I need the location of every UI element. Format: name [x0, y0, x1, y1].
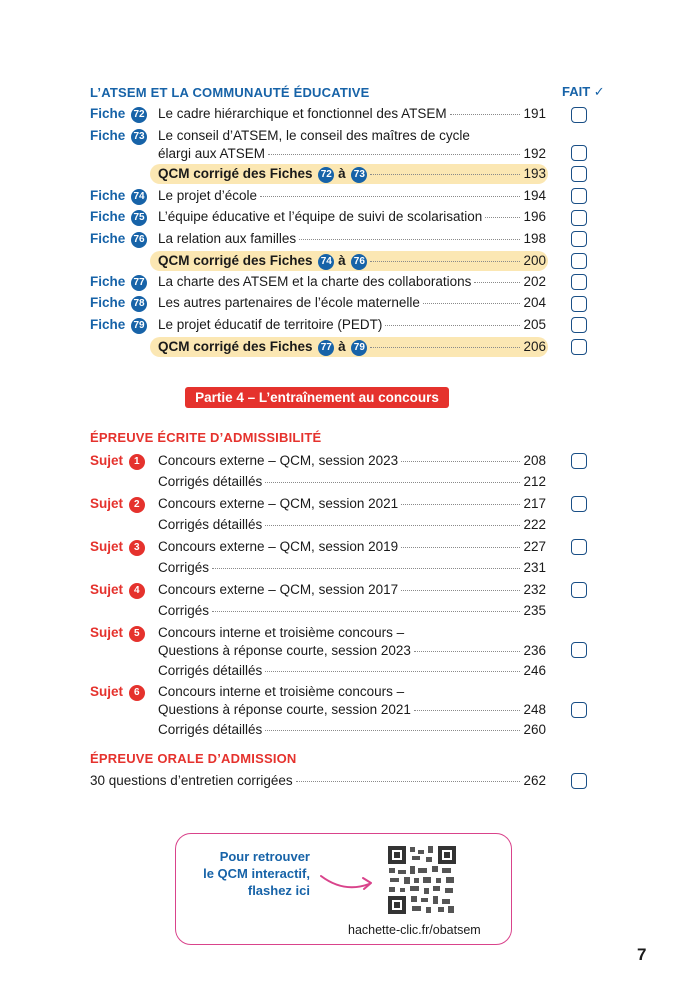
toc-entry-title: Questions à réponse courte, session 2023 — [158, 643, 411, 658]
fiche-label: Fiche — [90, 231, 126, 246]
fiche-number-badge: 77 — [131, 275, 147, 291]
sujet-number-badge: 1 — [129, 454, 145, 470]
done-checkbox[interactable] — [571, 188, 587, 204]
toc-entry-title: Questions à réponse courte, session 2021 — [158, 702, 411, 717]
done-checkbox[interactable] — [571, 339, 587, 355]
fiche-number-badge: 76 — [351, 254, 367, 270]
fiche-label: Fiche — [90, 317, 126, 332]
toc-entry-title: Les autres partenaires de l’école maternelle — [158, 295, 420, 310]
toc-entry-title: Corrigés détaillés — [158, 722, 263, 737]
toc-entry-title: Le cadre hiérarchique et fonctionnel des ATSEM — [158, 106, 447, 121]
toc-entry-title: Concours externe – QCM, session 2019 — [158, 539, 399, 554]
dot-leader — [450, 114, 521, 115]
page-number: 222 — [523, 517, 546, 532]
dot-leader — [401, 461, 520, 462]
fiche-number-badge: 74 — [131, 189, 147, 205]
page-number: 231 — [523, 560, 546, 575]
toc-entry-title: élargi aux ATSEM — [158, 146, 266, 161]
dot-leader — [212, 611, 520, 612]
qcm-label: QCM corrigé des Fiches — [158, 253, 313, 268]
curved-arrow-icon — [319, 868, 377, 894]
done-checkbox[interactable] — [571, 773, 587, 789]
page-number: 191 — [523, 106, 546, 121]
part-banner: Partie 4 – L’entraînement au concours — [185, 387, 449, 408]
qr-instruction: Pour retrouver le QCM interactif, flashez ici — [203, 849, 310, 898]
page-number: 232 — [523, 582, 546, 597]
qr-url[interactable]: hachette-clic.fr/obatsem — [348, 923, 481, 937]
done-checkbox[interactable] — [571, 166, 587, 182]
fiche-number-badge: 73 — [131, 129, 147, 145]
done-checkbox[interactable] — [571, 253, 587, 269]
dot-leader — [299, 239, 520, 240]
done-column-label: FAIT ✓ — [562, 84, 605, 99]
toc-entry-title: Corrigés — [158, 603, 210, 618]
dot-leader — [265, 730, 520, 731]
dot-leader — [414, 710, 521, 711]
dot-leader — [260, 196, 520, 197]
dot-leader — [268, 154, 520, 155]
page-number: 194 — [523, 188, 546, 203]
dot-leader — [370, 347, 520, 348]
dot-leader — [265, 671, 520, 672]
done-checkbox[interactable] — [571, 145, 587, 161]
page-number: 260 — [523, 722, 546, 737]
dot-leader — [401, 504, 520, 505]
fiche-label: Fiche — [90, 106, 126, 121]
dot-leader — [370, 261, 520, 262]
sujet-number-badge: 5 — [129, 626, 145, 642]
dot-leader — [265, 482, 520, 483]
page-number: 217 — [523, 496, 546, 511]
dot-leader — [414, 651, 521, 652]
toc-entry-title-line1: Le conseil d’ATSEM, le conseil des maîtres de cycle — [158, 128, 470, 143]
toc-entry-title: Concours externe – QCM, session 2017 — [158, 582, 399, 597]
toc-entry-title: Corrigés détaillés — [158, 663, 263, 678]
sujet-label: Sujet — [90, 496, 124, 511]
fiche-number-badge: 73 — [351, 167, 367, 183]
done-checkbox[interactable] — [571, 231, 587, 247]
done-checkbox[interactable] — [571, 210, 587, 226]
toc-entry-title: Corrigés détaillés — [158, 474, 263, 489]
qcm-label: QCM corrigé des Fiches — [158, 166, 313, 181]
page-number: 193 — [523, 166, 546, 181]
toc-entry-title-line1: Concours interne et troisième concours – — [158, 684, 405, 699]
qcm-label: QCM corrigé des Fiches — [158, 339, 313, 354]
sujet-number-badge: 2 — [129, 497, 145, 513]
page-number: 206 — [523, 339, 546, 354]
page-number: 262 — [523, 773, 546, 788]
sujet-label: Sujet — [90, 453, 124, 468]
toc-entry-title-line1: Concours interne et troisième concours – — [158, 625, 405, 640]
done-checkbox[interactable] — [571, 317, 587, 333]
sujet-label: Sujet — [90, 625, 124, 640]
toc-entry-title: Corrigés détaillés — [158, 517, 263, 532]
done-checkbox[interactable] — [571, 642, 587, 658]
toc-entry-title: Corrigés — [158, 560, 210, 575]
fiche-number-badge: 77 — [318, 340, 334, 356]
fiche-number-badge: 74 — [318, 254, 334, 270]
dot-leader — [423, 303, 521, 304]
sujet-label: Sujet — [90, 684, 124, 699]
fiche-label: Fiche — [90, 188, 126, 203]
toc-entry-title: L’équipe éducative et l’équipe de suivi de scolarisation — [158, 209, 483, 224]
toc-entry-title: Le projet éducatif de territoire (PEDT) — [158, 317, 383, 332]
qcm-joiner: à — [338, 253, 346, 268]
sujet-label: Sujet — [90, 582, 124, 597]
page-number: 246 — [523, 663, 546, 678]
page-number: 248 — [523, 702, 546, 717]
dot-leader — [401, 590, 520, 591]
fiche-number-badge: 72 — [318, 167, 334, 183]
done-checkbox[interactable] — [571, 107, 587, 123]
done-checkbox[interactable] — [571, 274, 587, 290]
page-number-footer: 7 — [637, 945, 647, 964]
page-number: 236 — [523, 643, 546, 658]
qcm-joiner: à — [338, 339, 346, 354]
done-checkbox[interactable] — [571, 582, 587, 598]
dot-leader — [296, 781, 521, 782]
done-checkbox[interactable] — [571, 453, 587, 469]
page-number: 202 — [523, 274, 546, 289]
fiche-number-badge: 79 — [131, 318, 147, 334]
fiche-label: Fiche — [90, 128, 126, 143]
toc-entry-title: La relation aux familles — [158, 231, 297, 246]
sujet-number-badge: 4 — [129, 583, 145, 599]
sujet-label: Sujet — [90, 539, 124, 554]
done-checkbox[interactable] — [571, 296, 587, 312]
toc-entry-title: Concours externe – QCM, session 2021 — [158, 496, 399, 511]
fiche-number-badge: 72 — [131, 107, 147, 123]
dot-leader — [485, 217, 520, 218]
fiche-label: Fiche — [90, 209, 126, 224]
page-number: 200 — [523, 253, 546, 268]
page-number: 205 — [523, 317, 546, 332]
dot-leader — [385, 325, 520, 326]
qcm-joiner: à — [338, 166, 346, 181]
toc-entry-title: La charte des ATSEM et la charte des collaborations — [158, 274, 472, 289]
qr-code-icon[interactable] — [386, 844, 458, 916]
toc-row-fiche-73[interactable] — [90, 127, 546, 165]
dot-leader — [212, 568, 520, 569]
fiche-number-badge: 76 — [131, 232, 147, 248]
fiche-label: Fiche — [90, 274, 126, 289]
section-title-communaute: L’ATSEM ET LA COMMUNAUTÉ ÉDUCATIVE — [90, 85, 370, 100]
done-checkbox[interactable] — [571, 702, 587, 718]
sujet-number-badge: 3 — [129, 540, 145, 556]
section-title-orale: ÉPREUVE ORALE D’ADMISSION — [90, 751, 297, 766]
page-number: 198 — [523, 231, 546, 246]
toc-row-sujet-5[interactable] — [90, 624, 546, 662]
fiche-number-badge: 78 — [131, 296, 147, 312]
page-number: 204 — [523, 295, 546, 310]
page-number: 196 — [523, 209, 546, 224]
sujet-number-badge: 6 — [129, 685, 145, 701]
section-title-ecrite: ÉPREUVE ÉCRITE D’ADMISSIBILITÉ — [90, 430, 322, 445]
fiche-number-badge: 79 — [351, 340, 367, 356]
fiche-label: Fiche — [90, 295, 126, 310]
dot-leader — [401, 547, 520, 548]
toc-entry-title: 30 questions d’entretien corrigées — [90, 773, 293, 788]
qr-callout — [175, 833, 512, 945]
page-number: 235 — [523, 603, 546, 618]
dot-leader — [265, 525, 520, 526]
page-number: 208 — [523, 453, 546, 468]
dot-leader — [474, 282, 520, 283]
fiche-number-badge: 75 — [131, 210, 147, 226]
toc-entry-title: Concours externe – QCM, session 2023 — [158, 453, 399, 468]
done-checkbox[interactable] — [571, 496, 587, 512]
toc-entry-title: Le projet d’école — [158, 188, 258, 203]
page-number: 212 — [523, 474, 546, 489]
done-checkbox[interactable] — [571, 539, 587, 555]
dot-leader — [370, 174, 520, 175]
toc-row-sujet-6[interactable] — [90, 683, 546, 721]
page-number: 192 — [523, 146, 546, 161]
page-number: 227 — [523, 539, 546, 554]
